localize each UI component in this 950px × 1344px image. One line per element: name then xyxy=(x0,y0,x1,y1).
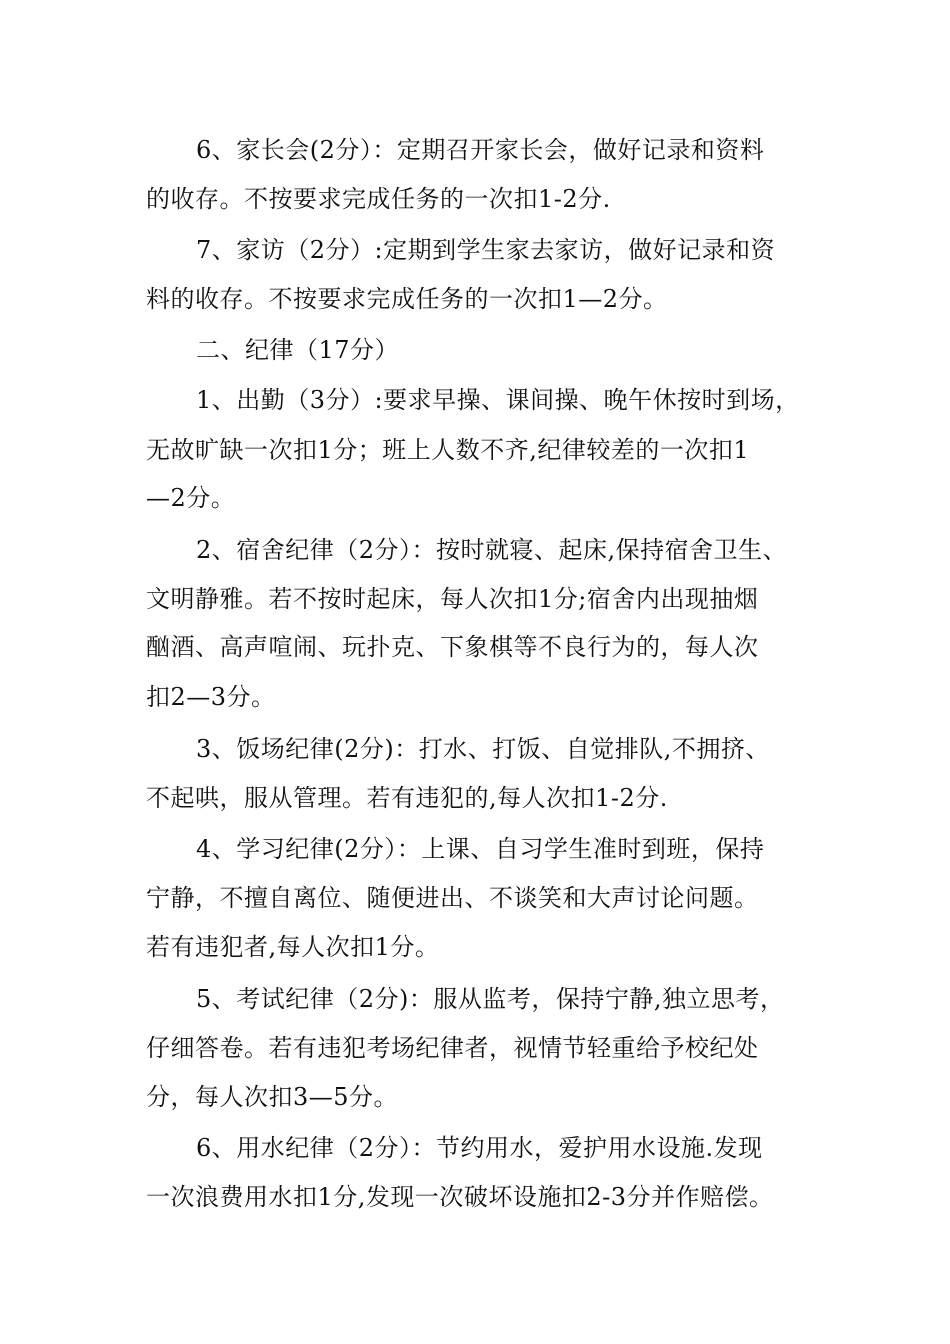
paragraph-line: 6、家长会(2分）：定期召开家长会，做好记录和资料 xyxy=(196,136,765,164)
paragraph-line: 一次浪费用水扣1分,发现一次破坏设施扣2-3分并作赔偿。 xyxy=(146,1183,774,1211)
section-heading: 二、纪律（17分） xyxy=(196,336,400,364)
paragraph-line: 的收存。不按要求完成任务的一次扣1-2分. xyxy=(146,185,611,213)
paragraph-line: 1、出勤（3分）:要求早操、课间操、晚午休按时到场， xyxy=(196,386,800,414)
paragraph-line: 无故旷缺一次扣1分；班上人数不齐,纪律较差的一次扣1 xyxy=(146,436,750,464)
paragraph-line: 5、考试纪律（2分)：服从监考，保持宁静,独立思考， xyxy=(196,985,785,1013)
paragraph-line: 6、用水纪律（2分）：节约用水，爱护用水设施.发现 xyxy=(196,1134,763,1162)
paragraph-line: —2分。 xyxy=(146,484,236,512)
paragraph-line: 4、学习纪律(2分）：上课、自习学生准时到班，保持 xyxy=(196,835,765,863)
paragraph-line: 3、饭场纪律(2分)：打水、打饭、自觉排队,不拥挤、 xyxy=(196,735,770,763)
paragraph-line: 分，每人次扣3—5分。 xyxy=(146,1083,399,1111)
paragraph-line: 仔细答卷。若有违犯考场纪律者，视情节轻重给予校纪处 xyxy=(146,1034,759,1062)
paragraph-line: 7、家访（2分）:定期到学生家去家访，做好记录和资 xyxy=(196,236,776,264)
paragraph-line: 2、宿舍纪律（2分）：按时就寝、起床,保持宿舍卫生、 xyxy=(196,536,788,564)
paragraph-line: 酗酒、高声喧闹、玩扑克、下象棋等不良行为的，每人次 xyxy=(146,633,759,661)
paragraph-line: 料的收存。不按要求完成任务的一次扣1—2分。 xyxy=(146,285,668,313)
paragraph-line: 若有违犯者,每人次扣1分。 xyxy=(146,933,440,961)
paragraph-line: 文明静雅。若不按时起床，每人次扣1分;宿舍内出现抽烟 xyxy=(146,585,759,613)
paragraph-line: 宁静，不擅自离位、随便进出、不谈笑和大声讨论问题。 xyxy=(146,884,759,912)
paragraph-line: 不起哄，服从管理。若有违犯的,每人次扣1-2分. xyxy=(146,784,668,812)
paragraph-line: 扣2—3分。 xyxy=(146,683,276,711)
